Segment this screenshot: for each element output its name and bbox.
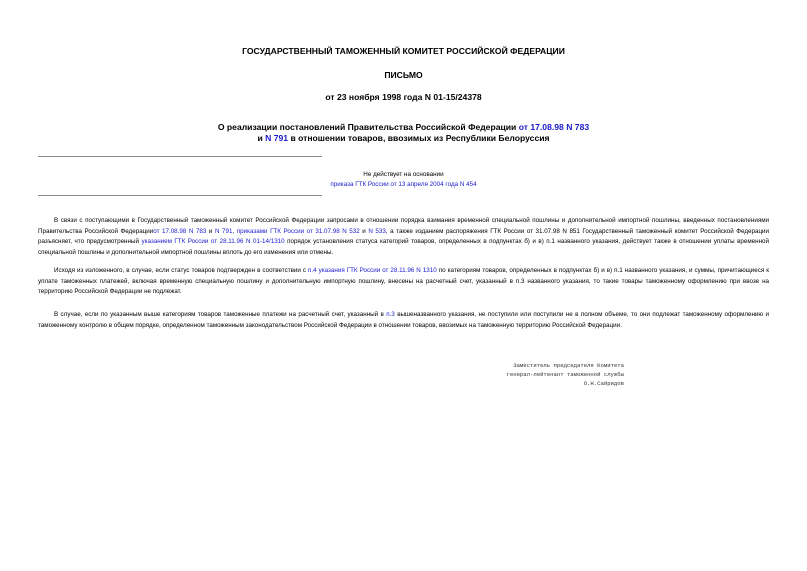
- link-order-533[interactable]: N 533: [368, 227, 386, 235]
- document-title-line-2: [0, 133, 807, 144]
- paragraph-text: и: [359, 227, 369, 235]
- link-point-3[interactable]: п.3: [386, 311, 395, 318]
- document-type: ПИСЬМО: [384, 70, 423, 80]
- paragraph-text: по категориям товаров, определенных в подпунктах б) и в) п.1 названного указания, и суммы, причитающиеся к уплате таможенных платежей, включая временную специальную пошлину и дополнительную импортную пошлину, внесены на расчетный счет, указанный в п.3 названного указания, то такие товары таможенному оформлению при ввозе на территорию Российской Федерации не подлежат.: [38, 267, 769, 296]
- divider-top: [38, 156, 322, 157]
- signature-position: Заместитель председателя Комитета: [513, 362, 624, 369]
- paragraph-text: Исходя из изложенного, в случае, если статус товаров подтвержден в соответствии с: [54, 267, 309, 274]
- title-link-783[interactable]: от 17.08.98 N 783: [518, 122, 590, 132]
- title-link-791[interactable]: N 791: [265, 133, 289, 143]
- signature-name: О.Н.Сайридов: [583, 380, 624, 387]
- link-instruction-p4[interactable]: п.4 указания ГТК России от 28.11.96 N 1310: [308, 267, 437, 274]
- document-title-line-1: [0, 122, 807, 133]
- link-instruction-1310[interactable]: указанием ГТК России от 28.11.96 N 01-14/1310: [141, 238, 285, 246]
- paragraph-text: ,: [232, 227, 237, 235]
- paragraph-text: В случае, если по указанным выше категориям товаров таможенные платежи на расчетный счет, указанный в: [54, 311, 387, 318]
- paragraph-2: [38, 266, 769, 298]
- title-text: О реализации постановлений Правительства Российской Федерации: [217, 122, 519, 132]
- link-order-532[interactable]: приказами ГТК России от 31.07.98 N 532: [236, 227, 360, 235]
- paragraph-text: В связи с поступающими в Государственный таможенный комитет Российской Федерации запросами в отношении порядка взимания временной специальной пошлины и дополнительной импортной пошлины, введенных постановлениями Правительства Российской Федерации: [38, 217, 769, 235]
- paragraph-text: порядок установления статуса категорий товаров, определенных в подпунктах б) и в) п.1 названного указания, действует также в отношении уплаты временной специальной пошлины и дополнительной импортной пошлины вплоть до его изменения или отмены.: [38, 238, 769, 256]
- signature-rank: генерал-лейтенант таможенной службы: [506, 371, 624, 378]
- paragraph-text: и: [206, 227, 215, 235]
- paragraph-text: вышеназванного указания, не поступили или поступили не в полном объеме, то они подлежат таможенному оформлению и таможенному контролю в общем порядке, определенном таможенным законодательством Российской Федерации в отношении товаров, ввозимых на таможенную территорию Российской Федерации.: [38, 311, 769, 329]
- status-note-link[interactable]: приказа ГТК России от 13 апреля 2004 года N 454: [330, 181, 477, 188]
- link-decree-791[interactable]: N 791: [214, 227, 233, 235]
- divider-bottom: [38, 195, 322, 196]
- paragraph-1: [38, 216, 769, 258]
- title-text: в отношении товаров, ввозимых из Республики Белоруссия: [288, 133, 550, 143]
- link-decree-783[interactable]: от 17.08.98 N 783: [153, 227, 207, 235]
- document-date-number: от 23 ноября 1998 года N 01-15/24378: [325, 92, 482, 102]
- title-text: и: [257, 133, 266, 143]
- agency-heading: ГОСУДАРСТВЕННЫЙ ТАМОЖЕННЫЙ КОМИТЕТ РОССИЙСКОЙ ФЕДЕРАЦИИ: [242, 46, 565, 56]
- paragraph-3: [38, 310, 769, 331]
- status-note-text: Не действует на основании: [363, 171, 444, 178]
- paragraph-text: , а также изданием распоряжения ГТК России от 31.07.98 N 851 Государственный таможенный комитет Российской Федерации разъясняет, что предусмотренный: [38, 227, 770, 246]
